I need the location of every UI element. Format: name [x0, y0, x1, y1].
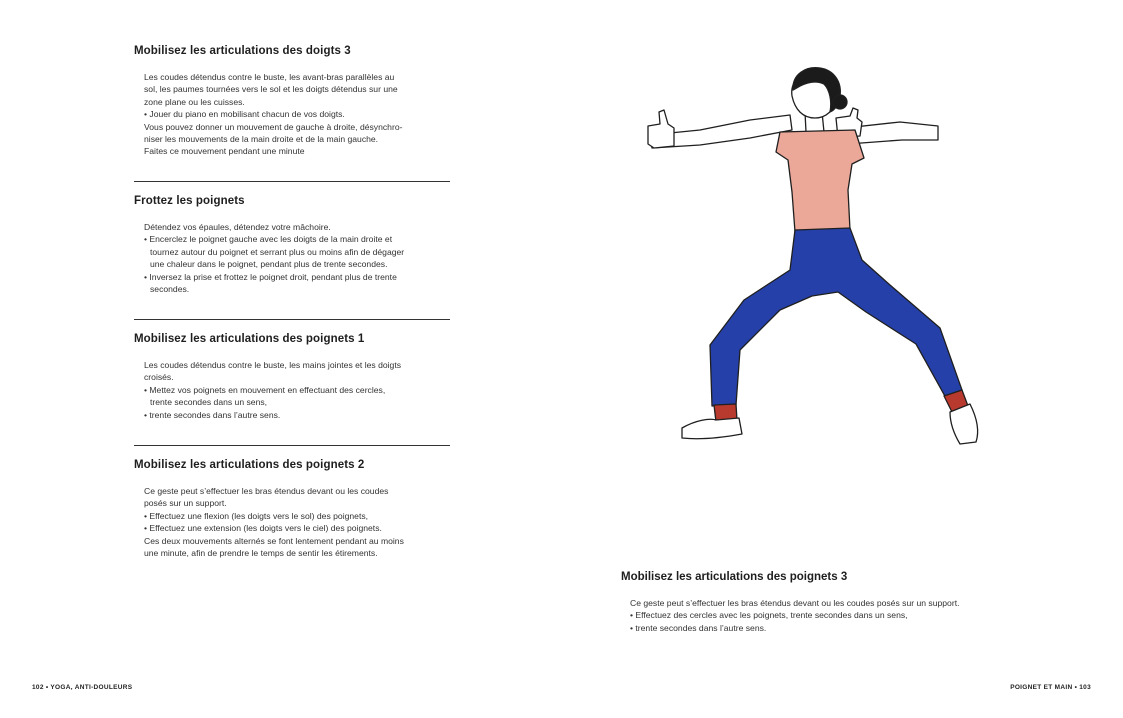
section-title: Mobilisez les articulations des poignets 1	[134, 333, 365, 345]
section-title: Mobilisez les articulations des poignets 2	[134, 459, 365, 471]
text-line: Vous pouvez donner un mouvement de gauche à droite, désynchro-	[144, 121, 403, 132]
shirt	[776, 130, 864, 232]
left-shoe	[682, 418, 742, 439]
text-line: trente secondes dans un sens,	[150, 397, 268, 408]
text-line: Ce geste peut s’effectuer les bras étendus devant ou les coudes	[144, 486, 389, 496]
section-body	[144, 71, 450, 158]
section-poignets-2	[134, 459, 450, 559]
section-frottez-poignets	[134, 195, 450, 295]
divider	[134, 445, 450, 446]
hair-bun	[833, 95, 847, 109]
section-body	[144, 485, 450, 559]
text-line: • Mettez vos poignets en mouvement en effectuant des cercles,	[144, 384, 386, 395]
section-body	[144, 221, 450, 295]
section-title: Mobilisez les articulations des doigts 3	[134, 45, 351, 57]
section-body	[144, 359, 450, 421]
text-line: posés sur un support.	[144, 498, 227, 509]
divider	[134, 319, 450, 320]
section-doigts-3	[134, 45, 450, 158]
text-line: secondes.	[150, 284, 190, 295]
left-hand	[648, 110, 674, 148]
text-line: Détendez vos épaules, détendez votre mâchoire.	[144, 222, 331, 232]
left-folio: 102 • YOGA, ANTI-DOULEURS	[32, 684, 133, 691]
text-line: zone plane ou les cuisses.	[144, 96, 245, 107]
right-shoe	[950, 404, 978, 444]
section-title: Frottez les poignets	[134, 195, 245, 207]
text-line: • Effectuez une flexion (les doigts vers le sol) des poignets,	[144, 510, 369, 521]
text-line: • trente secondes dans l’autre sens.	[630, 622, 767, 633]
divider	[134, 181, 450, 182]
text-line: • Jouer du piano en mobilisant chacun de vos doigts.	[144, 109, 345, 120]
text-line: une chaleur dans le poignet, pendant plus de trente secondes.	[150, 259, 388, 270]
section-poignets-3	[621, 571, 1061, 634]
text-line: une minute, afin de prendre le temps de sentir les étirements.	[144, 548, 378, 559]
text-line: • Encerclez le poignet gauche avec les doigts de la main droite et	[144, 234, 393, 245]
trousers	[710, 228, 962, 406]
text-line: croisés.	[144, 372, 174, 383]
text-line: • Effectuez des cercles avec les poignets, trente secondes dans un sens,	[630, 610, 908, 621]
section-title: Mobilisez les articulations des poignets 3	[621, 571, 848, 583]
text-line: niser les mouvements de la main droite et de la main gauche.	[144, 134, 379, 145]
right-folio: POIGNET ET MAIN • 103	[1010, 684, 1091, 691]
text-line: Ce geste peut s’effectuer les bras étendus devant ou les coudes posés sur un support.	[630, 598, 960, 608]
text-line: Les coudes détendus contre le buste, les mains jointes et les doigts	[144, 360, 402, 370]
section-poignets-1	[134, 333, 450, 421]
text-line: • Effectuez une extension (les doigts vers le ciel) des poignets.	[144, 523, 382, 534]
section-body	[630, 597, 1061, 634]
text-line: Faites ce mouvement pendant une minute	[144, 146, 305, 157]
text-line: Ces deux mouvements alternés se font lentement pendant au moins	[144, 535, 404, 546]
text-line: tournez autour du poignet et serrant plus ou moins afin de dégager	[150, 246, 405, 257]
text-line: • Inversez la prise et frottez le poignet droit, pendant plus de trente	[144, 271, 397, 282]
text-line: Les coudes détendus contre le buste, les avant-bras parallèles au	[144, 72, 395, 82]
text-line: • trente secondes dans l’autre sens.	[144, 409, 281, 420]
text-line: sol, les paumes tournées vers le sol et les doigts détendus sur une	[144, 84, 398, 95]
woman-warrior-pose-thumbs-up-illustration	[640, 60, 985, 455]
